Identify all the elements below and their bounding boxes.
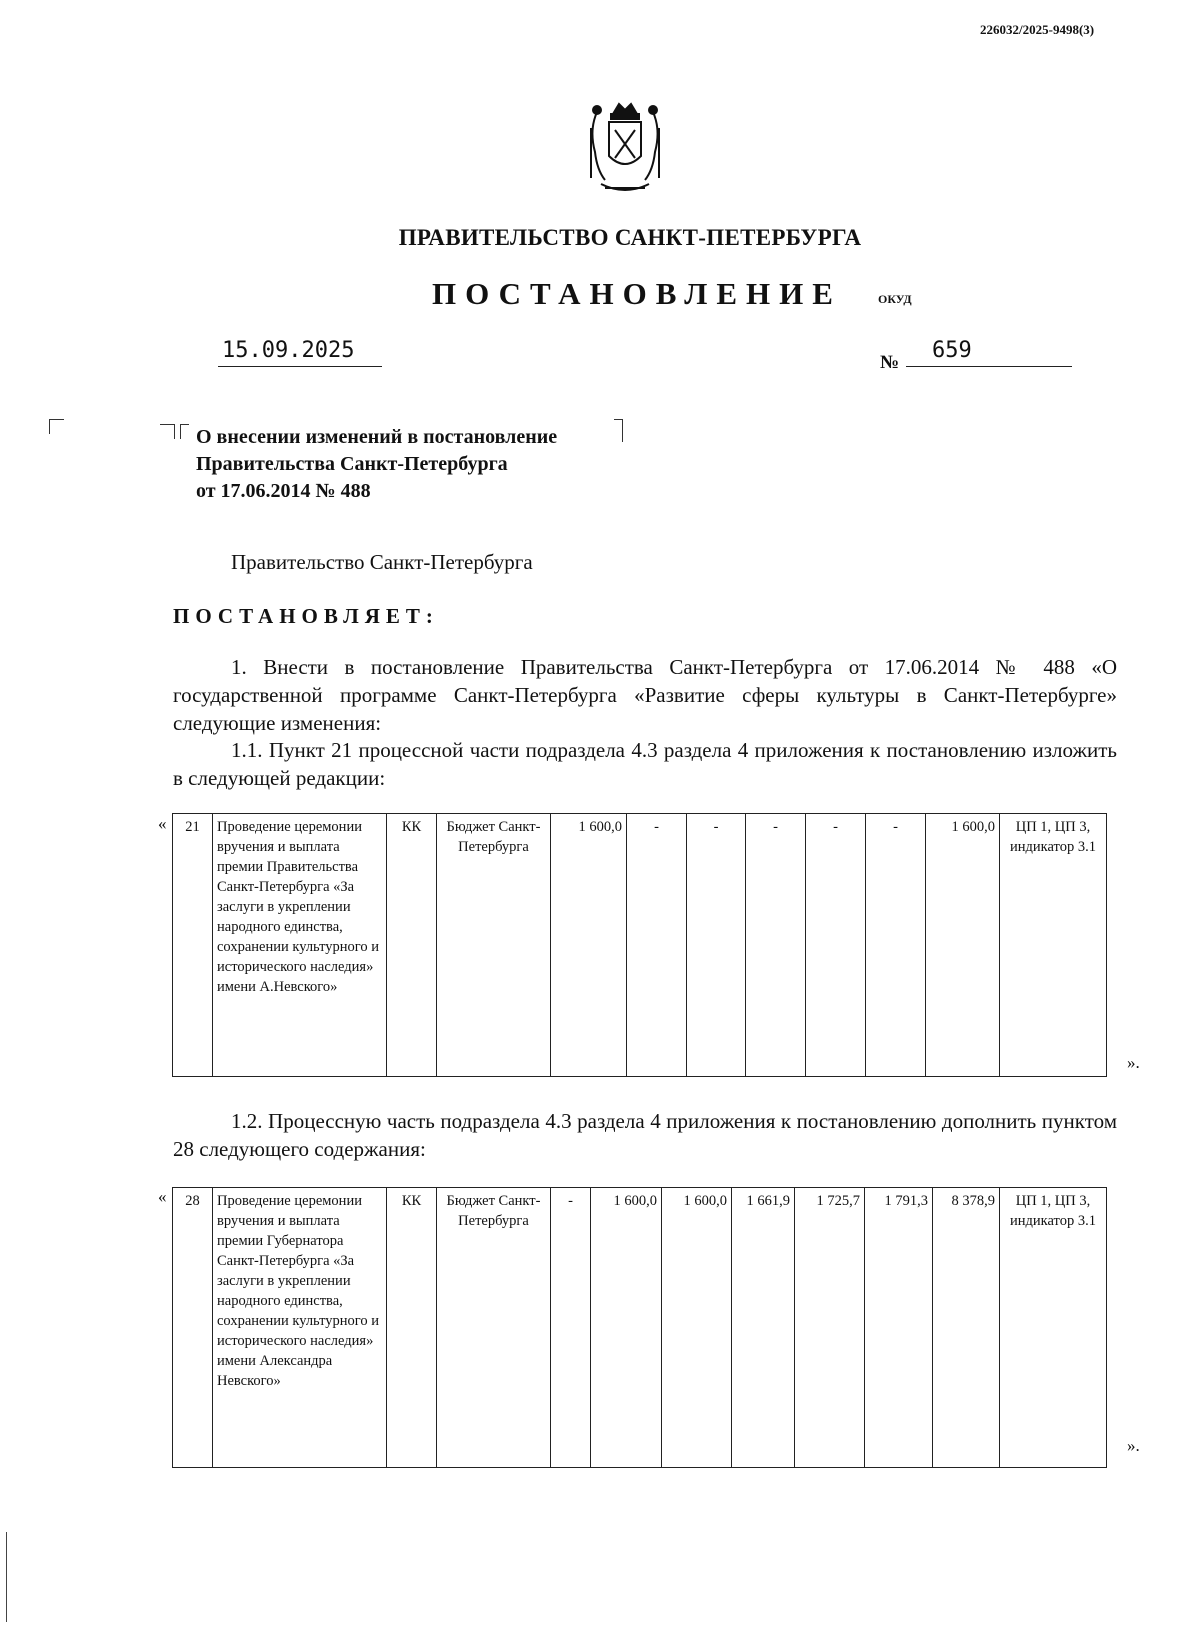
resolves-heading: ПОСТАНОВЛЯЕТ: [173,604,439,628]
table-row [173,1188,1107,1468]
corner-mark [180,424,189,439]
document-registration-number: 226032/2025-9498(3) [980,22,1095,37]
subject-line: от 17.06.2014 № 488 [196,480,371,502]
corner-mark [160,424,175,439]
okud-label: ОКУД [878,292,912,306]
funding-source: Бюджет Санкт-Петербурга [437,1188,551,1468]
table-item-28 [172,1187,1107,1468]
corner-mark [49,419,64,434]
saint-petersburg-coat-of-arms [575,100,675,196]
value-cell: - [866,814,926,1077]
close-quote: ». [1127,1436,1140,1455]
open-quote: « [158,814,167,833]
value-cell: - [687,814,746,1077]
executor: КК [387,814,437,1077]
corner-mark [614,419,623,442]
paragraph-1-2: 1.2. Процессную часть подраздела 4.3 раздела 4 приложения к постановлению дополнить пунктом 28 следующего содержания: [173,1109,1117,1161]
item-description: Проведение церемонии вручения и выплата премии Правительства Санкт-Петербурга «За заслуги в укреплении народного единства, сохранении культурного и исторического наследия» имени А.Невского» [213,814,387,1077]
close-quote: ». [1127,1053,1140,1072]
value-cell: 1 600,0 [551,814,627,1077]
government-title: ПРАВИТЕЛЬСТВО САНКТ-ПЕТЕРБУРГА [398,225,862,250]
value-cell: 1 661,9 [732,1188,795,1468]
open-quote: « [158,1187,167,1206]
value-cell: 1 600,0 [591,1188,662,1468]
value-cell: 1 600,0 [662,1188,732,1468]
total-cell: 8 378,9 [933,1188,1000,1468]
value-cell: 1 725,7 [795,1188,865,1468]
executor: КК [387,1188,437,1468]
decree-date: 15.09.2025 [218,338,382,367]
subject-line: Правительства Санкт-Петербурга [196,453,508,475]
funding-source: Бюджет Санкт-Петербурга [437,814,551,1077]
value-cell: 1 791,3 [865,1188,933,1468]
indicator-cell: ЦП 1, ЦП 3, индикатор 3.1 [1000,1188,1107,1468]
value-cell: - [746,814,806,1077]
item-description: Проведение церемонии вручения и выплата премии Губернатора Санкт-Петербурга «За заслуги в укреплении народного единства, сохранении культурного и исторического наследия» имени Александра Невского» [213,1188,387,1468]
paragraph-1-1: 1.1. Пункт 21 процессной части подраздела 4.3 раздела 4 приложения к постановлению изложить в следующей редакции: [173,738,1117,790]
subject-line: О внесении изменений в постановление [196,426,558,448]
item-number: 28 [173,1188,213,1468]
decree-number: 659 [906,338,1072,367]
number-sign: № [880,352,900,373]
table-item-21 [172,813,1107,1077]
total-cell: 1 600,0 [926,814,1000,1077]
value-cell: - [551,1188,591,1468]
value-cell: - [627,814,687,1077]
decree-title: ПОСТАНОВЛЕНИЕ [432,276,842,311]
issuing-body: Правительство Санкт-Петербурга [231,550,533,574]
item-number: 21 [173,814,213,1077]
scan-margin-line [6,1532,7,1622]
indicator-cell: ЦП 1, ЦП 3, индикатор 3.1 [1000,814,1107,1077]
value-cell: - [806,814,866,1077]
decree-subject [196,424,557,505]
paragraph-1: 1. Внести в постановление Правительства Санкт-Петербурга от 17.06.2014 № 488 «О государственной программе Санкт-Петербурга «Развитие сферы культуры в Санкт-Петербурге» следующие изменения: [173,655,1117,735]
table-row [173,814,1107,1077]
